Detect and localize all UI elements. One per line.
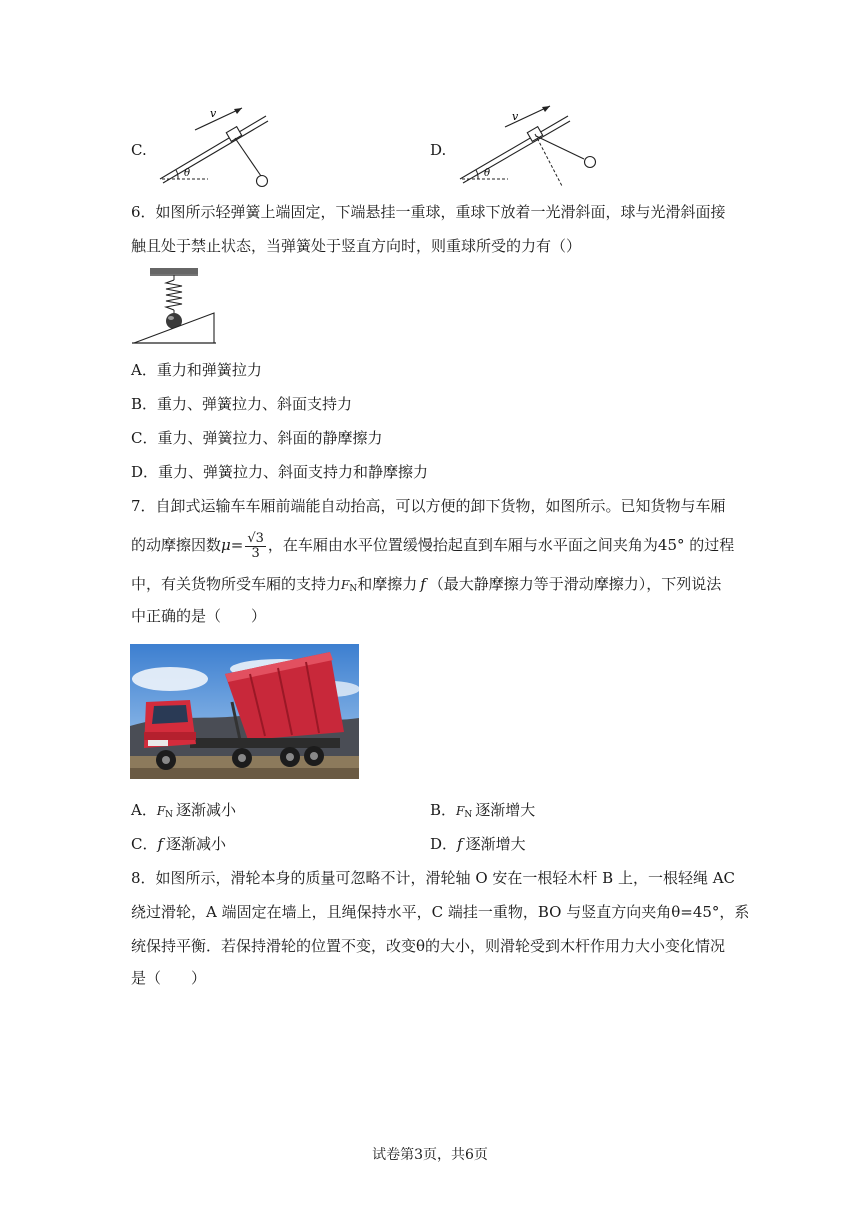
q7-option-b: [430, 800, 535, 825]
page-footer: 试卷第3页，共6页: [372, 1147, 488, 1163]
q7-option-b-text: 逐渐增大: [475, 801, 536, 819]
q7-option-c-text: 逐渐减小: [166, 835, 227, 853]
fn-symbol: $F_N$: [156, 804, 174, 820]
q6-option-c: C．重力、弹簧拉力、斜面的静摩擦力: [131, 429, 383, 447]
q6-stem-line2: 触且处于禁止状态，当弹簧处于竖直方向时，则重球所受的力有（）: [131, 237, 582, 255]
fraction-denominator: 3: [251, 545, 260, 561]
fn-symbol: $F_N$: [341, 578, 358, 594]
theta-symbol: θ: [184, 168, 191, 179]
q6-stem-line1: 6．如图所示轻弹簧上端固定，下端悬挂一重球，重球下放着一光滑斜面，球与光滑斜面接: [131, 203, 726, 221]
mu-fraction: [245, 532, 266, 561]
q7-option-c-prefix: C．: [131, 835, 158, 853]
q7-line3-text-c: （最大静摩擦力等于滑动摩擦力），下列说法: [428, 575, 722, 593]
q8-stem-line3: 统保持平衡．若保持滑轮的位置不变，改变θ的大小，则滑轮受到木杆作用力大小变化情况: [131, 937, 726, 955]
q7-option-d-text: 逐渐增大: [465, 835, 526, 853]
q7-line2-text-b: ，在车厢由水平位置缓慢抬起直到车厢与水平面之间夹角为45° 的过程: [267, 536, 735, 554]
f-symbol: f: [420, 575, 426, 593]
equals-sign: =: [230, 536, 244, 554]
q8-stem-line2: 绕过滑轮，A 端固定在墙上，且绳保持水平，C 端挂一重物，BO 与竖直方向夹角θ=45°，系: [131, 903, 750, 921]
q7-option-b-prefix: B．: [430, 801, 457, 819]
q7-stem-line1: 7．自卸式运输车车厢前端能自动抬高，可以方便的卸下货物，如图所示。已知货物与车厢: [131, 497, 726, 515]
q7-line2-text-a: 的动摩擦因数: [131, 536, 222, 554]
theta-symbol: θ: [484, 168, 491, 179]
q6-spring-ball-incline-diagram: [130, 266, 220, 346]
f-symbol: f: [457, 835, 463, 853]
q7-line3-text-b: 和摩擦力: [357, 575, 418, 593]
q5-option-c-label: C.: [131, 141, 147, 159]
q7-stem-line2: [131, 528, 734, 562]
q7-option-a-text: 逐渐减小: [176, 801, 237, 819]
q7-stem-line4: 中正确的是（ ）: [131, 607, 267, 625]
velocity-symbol: v: [512, 110, 519, 123]
fraction-numerator: √3: [247, 530, 264, 546]
q7-stem-line3: [131, 574, 721, 599]
q7-option-d-prefix: D．: [430, 835, 458, 853]
q7-option-a: [131, 800, 236, 825]
velocity-symbol: v: [210, 107, 217, 120]
mu-symbol: μ: [221, 536, 231, 554]
f-symbol: f: [157, 835, 164, 853]
q7-option-c: [131, 834, 226, 854]
q7-option-d: [430, 834, 526, 854]
q8-stem-line4: 是（ ）: [131, 969, 207, 987]
q6-option-a: A．重力和弹簧拉力: [131, 361, 262, 379]
q5-option-c-diagram: [150, 100, 280, 192]
q7-option-a-prefix: A．: [131, 801, 157, 819]
q5-option-d-label: D.: [430, 141, 447, 159]
q5-option-d-diagram: [450, 100, 610, 192]
fn-symbol: $F_N$: [456, 804, 473, 820]
q6-option-b: B．重力、弹簧拉力、斜面支持力: [131, 395, 353, 413]
q8-stem-line1: 8．如图所示，滑轮本身的质量可忽略不计，滑轮轴 O 安在一根轻木杆 B 上，一根轻绳 AC: [131, 869, 736, 887]
dump-truck-photo: [130, 644, 359, 779]
q7-line3-text-a: 中，有关货物所受车厢的支持力: [131, 575, 342, 593]
q6-option-d: D．重力、弹簧拉力、斜面支持力和静摩擦力: [131, 463, 429, 481]
